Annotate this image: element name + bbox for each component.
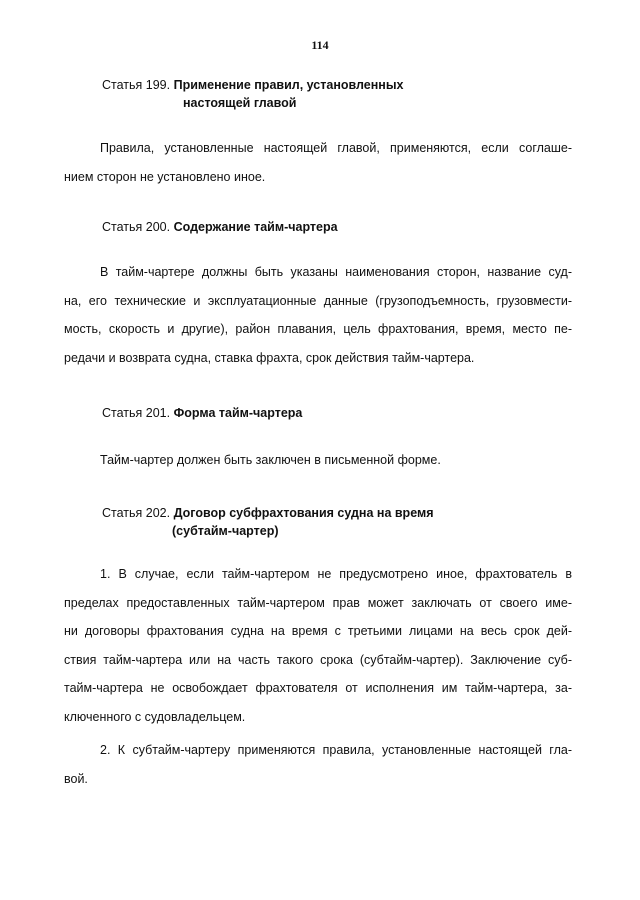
paragraph-line: пределах предоставленных тайм-чартером прав может заключать от своего име- <box>64 595 572 610</box>
article-title: Применение правил, установленных <box>173 78 404 92</box>
article-202-paragraph-1 <box>64 560 572 731</box>
article-199-paragraph <box>64 134 572 191</box>
paragraph-line: ствия тайм-чартера или на часть такого срока (субтайм-чартер). Заключение суб- <box>64 652 572 667</box>
article-title: Форма тайм-чартера <box>173 406 303 420</box>
article-202-heading <box>102 504 572 540</box>
paragraph-line: 1. В случае, если тайм-чартером не предусмотрено иное, фрахтователь в <box>100 567 572 581</box>
page-number: 114 <box>311 38 329 52</box>
article-title-continued: (субтайм-чартер) <box>172 524 279 538</box>
article-201-paragraph <box>64 446 572 475</box>
article-201-heading <box>102 404 572 422</box>
paragraph-line: Тайм-чартер должен быть заключен в письменной форме. <box>100 453 441 467</box>
article-title-continued: настоящей главой <box>183 96 297 110</box>
paragraph-line: ключенного с судовладельцем. <box>64 709 246 724</box>
paragraph-line: Правила, установленные настоящей главой, применяются, если соглаше- <box>100 141 572 155</box>
paragraph-line: нием сторон не установлено иное. <box>64 169 266 184</box>
paragraph-line: на, его технические и эксплуатационные данные (грузоподъемность, грузовмести- <box>64 293 572 308</box>
paragraph-line: мость, скорость и другие), район плавания, цель фрахтования, время, место пе- <box>64 322 572 336</box>
article-title: Содержание тайм-чартера <box>173 220 338 234</box>
article-202-paragraph-2 <box>64 736 572 793</box>
paragraph-line: редачи и возврата судна, ставка фрахта, срок действия тайм-чартера. <box>64 350 475 365</box>
article-number: Статья 200. <box>102 220 171 234</box>
paragraph-line: тайм-чартера не освобождает фрахтователя от исполнения им тайм-чартера, за- <box>64 681 572 695</box>
article-number: Статья 199. <box>102 78 171 92</box>
paragraph-line: вой. <box>64 771 88 786</box>
paragraph-line: 2. К субтайм-чартеру применяются правила, установленные настоящей гла- <box>100 743 572 757</box>
article-200-paragraph <box>64 258 572 372</box>
article-number: Статья 202. <box>102 506 171 520</box>
article-199-heading <box>102 76 572 112</box>
paragraph-line: ни договоры фрахтования судна на время с третьими лицами на весь срок дей- <box>64 624 572 638</box>
article-title: Договор субфрахтования судна на время <box>173 506 434 520</box>
article-200-heading <box>102 218 572 236</box>
paragraph-line: В тайм-чартере должны быть указаны наименования сторон, название суд- <box>100 265 572 279</box>
article-number: Статья 201. <box>102 406 171 420</box>
